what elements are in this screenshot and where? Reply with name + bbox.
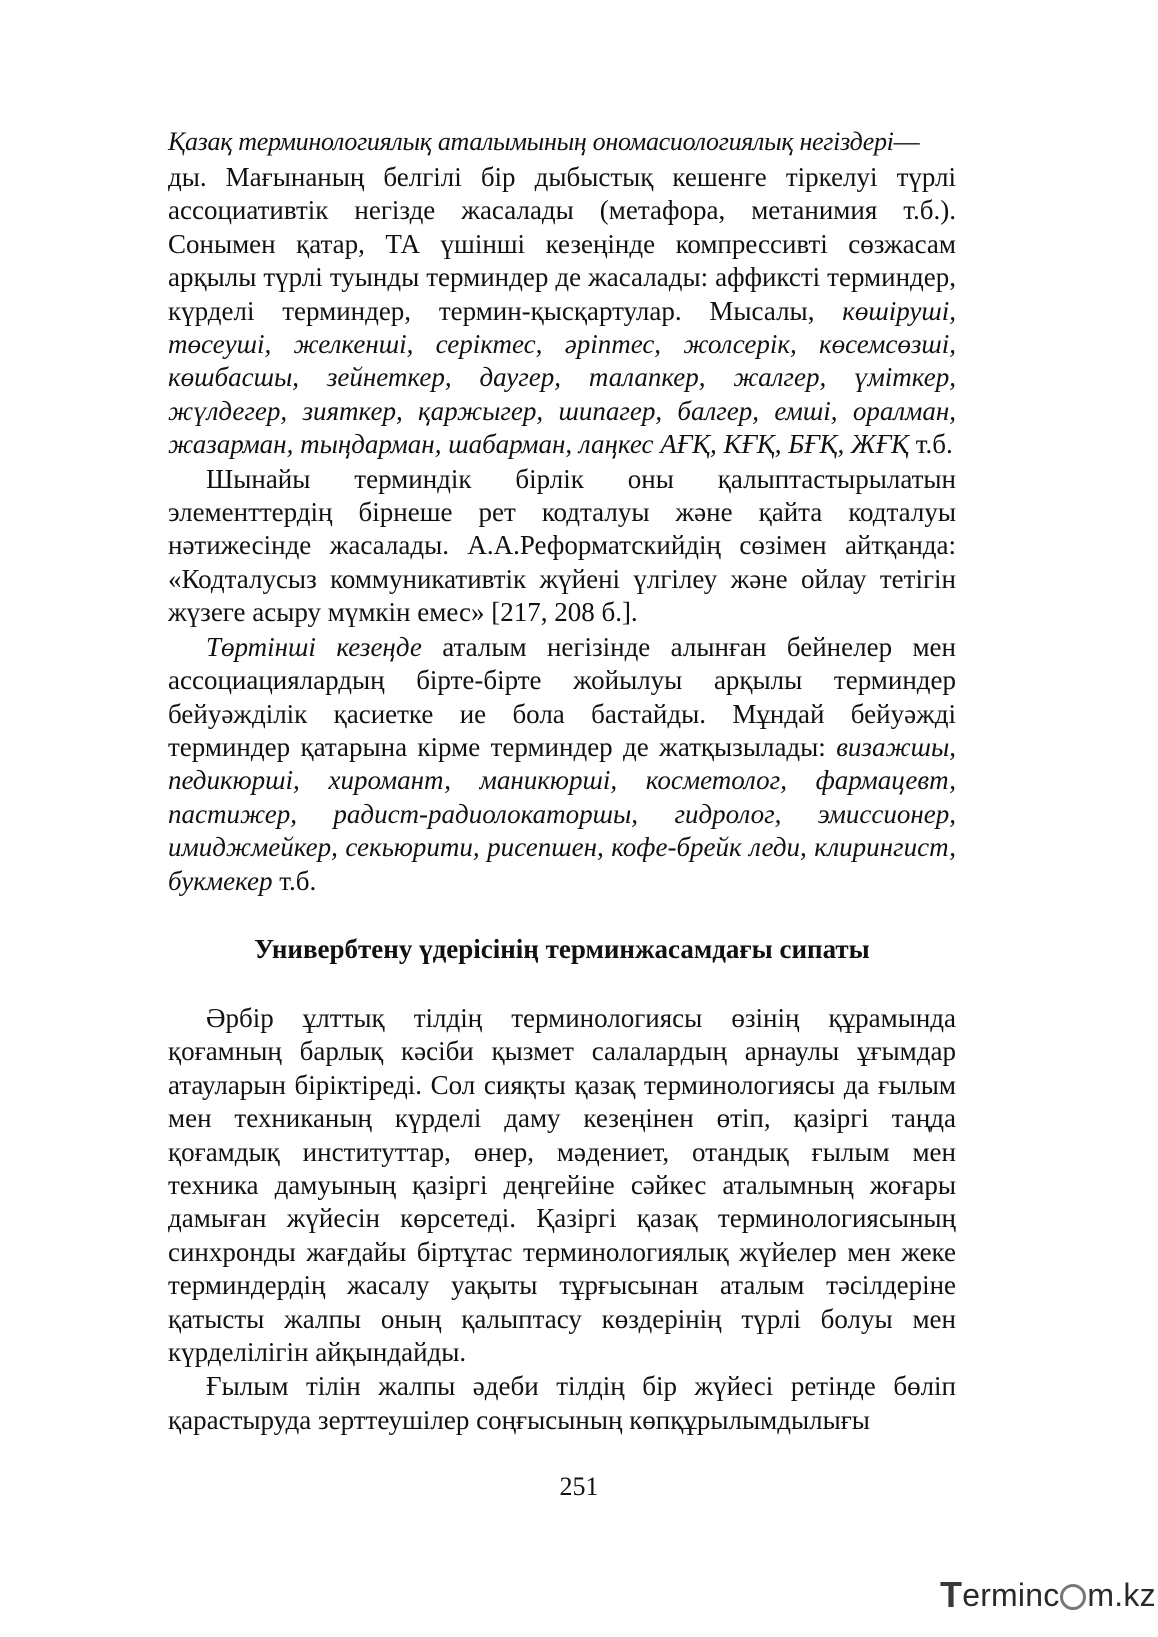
watermark-letter-t: T <box>940 1574 963 1615</box>
watermark-logo <box>940 1572 1156 1618</box>
page-content <box>168 125 956 1437</box>
paragraph-5 <box>168 1370 956 1437</box>
paragraph-1-text-b: т.б. <box>908 429 953 460</box>
page-number: 251 <box>559 1472 599 1501</box>
watermark-part-1: erminc <box>962 1577 1060 1613</box>
paragraph-4 <box>168 1002 956 1369</box>
paragraph-3-examples: визажшы, педикюрші, хиромант, маникюрші, косметолог, фармацевт, пастижер, радист-радиолокаторшы, гидролог, эмиссионер, имиджмейкер, секьюрити, рисепшен, кофе-брейк леди, клирингист, букмекер <box>168 731 956 896</box>
paragraph-5-text: Ғылым тілін жалпы әдеби тілдің бір жүйесі ретінде бөліп қарастыруда зерттеушілер соңғысының көпқұрылымдылығы <box>168 1371 956 1435</box>
watermark-part-2: m.kz <box>1087 1577 1156 1613</box>
paragraph-1 <box>168 161 956 462</box>
paragraph-4-text: Әрбір ұлттық тілдің терминологиясы өзінің құрамында қоғамның барлық кәсіби қызмет салалардың арнаулы ұғымдар атауларын біріктіреді. Сол сияқты қазақ терминологиясы да ғылым мен техниканың күрделі даму кезеңінен өтіп, қазіргі таңда қоғамдық институттар, өнер, мәдениет, отандық ғылым мен техника дамуының қазіргі деңгейіне сәйкес аталымның жоғары дамыған жүйесін көрсетеді. Қазіргі қазақ терминологиясының синхронды жағдайы біртұтас терминологиялық жүйелер мен жеке терминдердің жасалу уақыты тұрғысынан аталым тәсілдеріне қатысты жалпы оның қалыптасу көздерінің түрлі болуы мен күрделілігін айқындайды. <box>168 1002 956 1367</box>
ring-letter-o-icon <box>1060 1584 1086 1610</box>
paragraph-3-text-a: аталым негізінде алынған бейнелер мен ассоциациялардың бірте-бірте жойылуы арқылы терминдер бейуәжділік қасиетке ие бола бастайды. Мұндай бейуәжді терминдер қатарына кірме терминдер де жатқызылады: <box>168 631 956 762</box>
paragraph-3-lead: Төртінші кезеңде <box>206 631 422 662</box>
running-header-dash: — <box>893 127 920 156</box>
section-heading: Универбтену үдерісінің терминжасамдағы сипаты <box>254 933 870 964</box>
paragraph-3-text-b: т.б. <box>272 865 317 896</box>
paragraph-2-text: Шынайы терминдік бірлік оны қалыптастырылатын элементтердің бірнеше рет кодталуы және қайта кодталуы нәтижесінде жасалады. А.А.Реформатскийдің сөзімен айтқанда: «Кодталусыз коммуникативтік жүйені үлгілеу және ойлау тетігін жүзеге асыру мүмкін емес» [217, 208 б.]. <box>168 463 956 628</box>
running-header <box>168 125 956 159</box>
paragraph-1-text-a: ды. Мағынаның белгілі бір дыбыстық кешенге тіркелуі түрлі ассоциативтік негізде жасалады (метафора, метанимия т.б.). Сонымен қатар, ТА үшінші кезеңінде компрессивті сөзжасам арқылы түрлі туынды терминдер де жасалады: аффиксті терминдер, күрделі терминдер, термин-қысқартулар. Мысалы, <box>168 162 956 326</box>
paragraph-1-examples: көшіруші, төсеуші, желкенші, серіктес, әріптес, жолсерік, көсемсөзші, көшбасшы, зейнеткер, даугер, талапкер, жалгер, үміткер, жүлдегер, зияткер, қаржыгер, шипагер, балгер, емші, оралман, жазарман, тыңдарман, шабарман, лаңкес АҒҚ, КҒҚ, БҒҚ, ЖҒҚ <box>168 295 956 460</box>
paragraph-3 <box>168 631 956 898</box>
running-header-title: Қазақ терминологиялық аталымының ономасиологиялық негіздері <box>168 127 894 156</box>
paragraph-2 <box>168 463 956 630</box>
